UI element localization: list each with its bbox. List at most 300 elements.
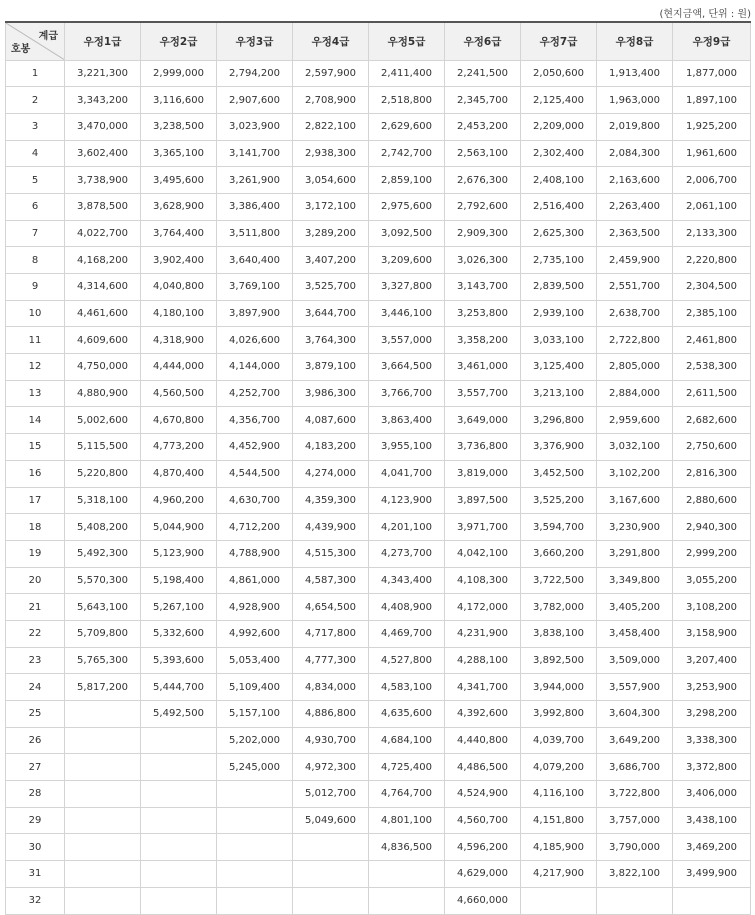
salary-cell: 5,817,200 [65,674,141,701]
table-row [6,674,751,701]
salary-cell: 3,819,000 [445,460,521,487]
salary-cell [65,754,141,781]
salary-cell [673,887,751,914]
salary-cell: 2,163,600 [597,167,673,194]
salary-cell: 4,231,900 [445,620,521,647]
salary-cell [65,701,141,728]
salary-cell [141,781,217,808]
salary-cell: 2,884,000 [597,380,673,407]
step-cell: 5 [6,167,65,194]
salary-cell: 4,629,000 [445,861,521,888]
salary-cell: 2,839,500 [521,274,597,301]
salary-cell: 2,019,800 [597,113,673,140]
salary-cell: 3,143,700 [445,274,521,301]
salary-cell: 3,055,200 [673,567,751,594]
salary-cell: 4,469,700 [369,620,445,647]
salary-cell: 2,611,500 [673,380,751,407]
salary-cell: 3,738,900 [65,167,141,194]
salary-cell: 4,183,200 [293,434,369,461]
salary-cell: 3,446,100 [369,300,445,327]
salary-cell: 5,709,800 [65,620,141,647]
salary-cell: 4,288,100 [445,647,521,674]
salary-cell: 3,167,600 [597,487,673,514]
salary-cell: 5,492,300 [65,540,141,567]
salary-cell: 4,392,600 [445,701,521,728]
salary-cell: 3,092,500 [369,220,445,247]
salary-cell: 4,635,600 [369,701,445,728]
salary-cell [217,861,293,888]
salary-cell: 3,557,700 [445,380,521,407]
header-row [6,22,751,60]
table-row [6,620,751,647]
salary-cell: 2,304,500 [673,274,751,301]
salary-cell: 3,253,800 [445,300,521,327]
salary-cell [217,781,293,808]
salary-cell: 3,386,400 [217,193,293,220]
salary-cell: 4,717,800 [293,620,369,647]
salary-cell: 3,594,700 [521,514,597,541]
salary-cell: 4,960,200 [141,487,217,514]
table-row [6,247,751,274]
salary-cell: 2,084,300 [597,140,673,167]
salary-cell: 5,044,900 [141,514,217,541]
salary-cell: 4,930,700 [293,727,369,754]
salary-cell: 3,660,200 [521,540,597,567]
salary-cell: 1,877,000 [673,60,751,87]
salary-cell: 3,376,900 [521,434,597,461]
salary-cell: 3,296,800 [521,407,597,434]
salary-cell: 2,061,100 [673,193,751,220]
salary-cell: 4,861,000 [217,567,293,594]
salary-cell: 3,102,200 [597,460,673,487]
salary-cell: 4,273,700 [369,540,445,567]
step-cell: 28 [6,781,65,808]
salary-cell: 5,109,400 [217,674,293,701]
salary-cell [521,887,597,914]
table-row [6,220,751,247]
salary-cell: 4,764,700 [369,781,445,808]
salary-cell: 4,439,900 [293,514,369,541]
grade-header: 우정7급 [521,22,597,60]
salary-cell: 3,971,700 [445,514,521,541]
salary-cell: 4,560,700 [445,807,521,834]
step-cell: 26 [6,727,65,754]
salary-cell: 2,638,700 [597,300,673,327]
salary-cell: 3,327,800 [369,274,445,301]
salary-cell: 5,318,100 [65,487,141,514]
salary-cell: 3,511,800 [217,220,293,247]
salary-cell: 4,712,200 [217,514,293,541]
table-row [6,193,751,220]
table-row [6,754,751,781]
salary-cell: 4,684,100 [369,727,445,754]
salary-cell: 4,880,900 [65,380,141,407]
salary-cell: 4,318,900 [141,327,217,354]
salary-cell: 3,116,600 [141,87,217,114]
salary-cell: 3,253,900 [673,674,751,701]
salary-cell: 2,050,600 [521,60,597,87]
salary-cell: 3,407,200 [293,247,369,274]
salary-cell: 3,238,500 [141,113,217,140]
salary-cell: 2,682,600 [673,407,751,434]
salary-cell: 3,838,100 [521,620,597,647]
salary-cell: 3,736,800 [445,434,521,461]
salary-cell: 3,470,000 [65,113,141,140]
salary-cell: 5,202,000 [217,727,293,754]
salary-cell: 5,408,200 [65,514,141,541]
salary-cell: 1,925,200 [673,113,751,140]
salary-cell: 4,870,400 [141,460,217,487]
salary-cell: 5,643,100 [65,594,141,621]
step-cell: 32 [6,887,65,914]
salary-cell: 3,897,500 [445,487,521,514]
salary-cell [65,887,141,914]
salary-cell: 5,123,900 [141,540,217,567]
salary-cell: 3,644,700 [293,300,369,327]
salary-cell: 4,408,900 [369,594,445,621]
table-row [6,460,751,487]
salary-cell: 4,108,300 [445,567,521,594]
salary-cell: 5,220,800 [65,460,141,487]
salary-cell: 5,157,100 [217,701,293,728]
table-row [6,540,751,567]
salary-cell: 4,440,800 [445,727,521,754]
step-cell: 7 [6,220,65,247]
table-row [6,274,751,301]
salary-cell: 4,151,800 [521,807,597,834]
salary-cell: 4,630,700 [217,487,293,514]
salary-cell: 3,722,500 [521,567,597,594]
salary-cell: 4,252,700 [217,380,293,407]
salary-cell: 2,629,600 [369,113,445,140]
salary-cell: 3,879,100 [293,354,369,381]
salary-cell: 3,499,900 [673,861,751,888]
salary-cell: 3,172,100 [293,193,369,220]
salary-cell: 2,516,400 [521,193,597,220]
salary-cell: 4,834,000 [293,674,369,701]
salary-cell: 2,805,000 [597,354,673,381]
salary-cell: 3,461,000 [445,354,521,381]
table-row [6,861,751,888]
salary-cell: 4,654,500 [293,594,369,621]
salary-cell: 3,458,400 [597,620,673,647]
salary-cell: 2,676,300 [445,167,521,194]
step-cell: 30 [6,834,65,861]
salary-cell: 3,026,300 [445,247,521,274]
salary-cell: 3,469,200 [673,834,751,861]
table-row [6,647,751,674]
salary-cell: 3,557,900 [597,674,673,701]
salary-cell: 5,570,300 [65,567,141,594]
salary-cell: 5,198,400 [141,567,217,594]
salary-cell: 3,525,200 [521,487,597,514]
table-row [6,834,751,861]
step-cell: 31 [6,861,65,888]
salary-cell: 3,230,900 [597,514,673,541]
salary-cell: 3,213,100 [521,380,597,407]
salary-cell: 3,033,100 [521,327,597,354]
table-row [6,434,751,461]
step-cell: 18 [6,514,65,541]
salary-cell: 2,385,100 [673,300,751,327]
salary-cell: 2,880,600 [673,487,751,514]
salary-cell: 4,750,000 [65,354,141,381]
salary-cell: 3,406,000 [673,781,751,808]
salary-cell: 4,041,700 [369,460,445,487]
salary-cell: 4,026,600 [217,327,293,354]
salary-cell: 2,859,100 [369,167,445,194]
salary-cell: 2,209,000 [521,113,597,140]
salary-cell: 3,438,100 [673,807,751,834]
salary-cell [141,834,217,861]
salary-cell: 4,087,600 [293,407,369,434]
salary-cell: 3,897,900 [217,300,293,327]
unit-note: (현지금액, 단위 : 원) [659,9,751,20]
salary-cell [293,861,369,888]
salary-cell [141,727,217,754]
salary-cell: 3,602,400 [65,140,141,167]
salary-cell [217,807,293,834]
salary-cell: 3,261,900 [217,167,293,194]
salary-cell: 4,788,900 [217,540,293,567]
salary-cell: 4,341,700 [445,674,521,701]
step-cell: 14 [6,407,65,434]
salary-cell: 5,049,600 [293,807,369,834]
salary-cell: 1,961,600 [673,140,751,167]
salary-cell: 2,241,500 [445,60,521,87]
salary-cell: 4,359,300 [293,487,369,514]
grade-axis-label: 계급 [38,31,58,42]
salary-cell: 5,492,500 [141,701,217,728]
salary-cell: 2,975,600 [369,193,445,220]
salary-cell: 4,274,000 [293,460,369,487]
salary-cell: 4,314,600 [65,274,141,301]
salary-cell: 2,563,100 [445,140,521,167]
salary-cell: 3,054,600 [293,167,369,194]
table-row [6,140,751,167]
salary-cell: 2,722,800 [597,327,673,354]
grade-header: 우정1급 [65,22,141,60]
salary-cell: 4,079,200 [521,754,597,781]
salary-cell: 4,452,900 [217,434,293,461]
salary-cell: 4,670,800 [141,407,217,434]
salary-cell: 3,766,700 [369,380,445,407]
salary-cell: 3,604,300 [597,701,673,728]
salary-cell [65,781,141,808]
salary-cell: 1,913,400 [597,60,673,87]
step-cell: 1 [6,60,65,87]
salary-cell: 4,180,100 [141,300,217,327]
salary-cell: 3,207,400 [673,647,751,674]
table-row [6,567,751,594]
salary-cell: 3,757,000 [597,807,673,834]
salary-cell: 4,972,300 [293,754,369,781]
salary-cell: 2,938,300 [293,140,369,167]
step-cell: 24 [6,674,65,701]
salary-cell: 4,039,700 [521,727,597,754]
salary-cell: 5,393,600 [141,647,217,674]
salary-cell: 4,524,900 [445,781,521,808]
step-cell: 12 [6,354,65,381]
salary-cell: 3,664,500 [369,354,445,381]
step-cell: 11 [6,327,65,354]
salary-cell: 3,986,300 [293,380,369,407]
salary-cell: 4,040,800 [141,274,217,301]
salary-cell: 2,006,700 [673,167,751,194]
salary-cell: 2,538,300 [673,354,751,381]
step-cell: 22 [6,620,65,647]
salary-cell [141,887,217,914]
salary-cell: 3,955,100 [369,434,445,461]
salary-cell: 4,886,800 [293,701,369,728]
salary-cell [141,754,217,781]
salary-cell: 4,527,800 [369,647,445,674]
grade-header: 우정3급 [217,22,293,60]
salary-cell: 5,053,400 [217,647,293,674]
salary-cell: 4,185,900 [521,834,597,861]
salary-cell: 3,649,200 [597,727,673,754]
salary-cell: 3,992,800 [521,701,597,728]
grade-header: 우정9급 [673,22,751,60]
salary-cell: 2,345,700 [445,87,521,114]
salary-cell [141,807,217,834]
salary-cell: 2,453,200 [445,113,521,140]
salary-cell: 4,777,300 [293,647,369,674]
salary-cell: 3,944,000 [521,674,597,701]
salary-cell: 4,172,000 [445,594,521,621]
salary-cell: 2,909,300 [445,220,521,247]
salary-cell: 3,141,700 [217,140,293,167]
salary-cell: 2,263,400 [597,193,673,220]
table-row [6,87,751,114]
table-row [6,300,751,327]
step-cell: 27 [6,754,65,781]
table-row [6,701,751,728]
salary-cell: 4,609,600 [65,327,141,354]
salary-cell: 4,660,000 [445,887,521,914]
table-row [6,60,751,87]
salary-cell: 4,356,700 [217,407,293,434]
salary-cell: 4,560,500 [141,380,217,407]
salary-cell [369,887,445,914]
salary-cell: 4,515,300 [293,540,369,567]
salary-cell: 4,444,000 [141,354,217,381]
table-row [6,514,751,541]
salary-cell: 5,444,700 [141,674,217,701]
salary-cell: 4,773,200 [141,434,217,461]
step-cell: 6 [6,193,65,220]
salary-cell: 3,158,900 [673,620,751,647]
salary-cell: 2,792,600 [445,193,521,220]
salary-cell: 3,452,500 [521,460,597,487]
salary-cell: 2,750,600 [673,434,751,461]
table-row [6,407,751,434]
step-axis-label: 호봉 [11,43,31,55]
salary-cell: 3,557,000 [369,327,445,354]
table-row [6,807,751,834]
salary-cell: 5,245,000 [217,754,293,781]
salary-cell: 3,902,400 [141,247,217,274]
salary-cell: 4,928,900 [217,594,293,621]
step-cell: 21 [6,594,65,621]
salary-cell: 4,201,100 [369,514,445,541]
salary-cell: 3,764,400 [141,220,217,247]
salary-cell: 3,769,100 [217,274,293,301]
salary-cell: 5,267,100 [141,594,217,621]
salary-cell [293,834,369,861]
salary-cell: 3,298,200 [673,701,751,728]
salary-cell: 3,405,200 [597,594,673,621]
salary-cell: 3,863,400 [369,407,445,434]
salary-cell: 3,628,900 [141,193,217,220]
table-row [6,327,751,354]
salary-cell: 4,992,600 [217,620,293,647]
salary-cell: 2,302,400 [521,140,597,167]
salary-cell: 2,959,600 [597,407,673,434]
table-row [6,887,751,914]
salary-cell: 2,708,900 [293,87,369,114]
salary-cell: 4,217,900 [521,861,597,888]
salary-cell: 3,640,400 [217,247,293,274]
salary-cell: 2,735,100 [521,247,597,274]
salary-cell: 4,168,200 [65,247,141,274]
salary-cell: 3,125,400 [521,354,597,381]
step-cell: 25 [6,701,65,728]
salary-cell: 2,133,300 [673,220,751,247]
grade-header: 우정4급 [293,22,369,60]
salary-cell: 2,816,300 [673,460,751,487]
salary-cell: 3,764,300 [293,327,369,354]
salary-cell [217,834,293,861]
salary-cell: 4,123,900 [369,487,445,514]
salary-cell: 2,220,800 [673,247,751,274]
step-cell: 16 [6,460,65,487]
salary-cell: 2,907,600 [217,87,293,114]
table-row [6,113,751,140]
salary-cell: 3,209,600 [369,247,445,274]
salary-cell: 3,509,000 [597,647,673,674]
grade-header: 우정2급 [141,22,217,60]
salary-cell: 2,794,200 [217,60,293,87]
salary-cell: 2,742,700 [369,140,445,167]
table-row [6,781,751,808]
salary-cell: 4,461,600 [65,300,141,327]
salary-cell: 5,012,700 [293,781,369,808]
salary-cell: 2,822,100 [293,113,369,140]
salary-cell [65,861,141,888]
salary-cell: 1,897,100 [673,87,751,114]
salary-cell [65,727,141,754]
salary-cell: 2,625,300 [521,220,597,247]
table-row [6,487,751,514]
salary-cell: 2,597,900 [293,60,369,87]
salary-cell: 2,999,000 [141,60,217,87]
salary-cell: 2,408,100 [521,167,597,194]
salary-cell: 4,343,400 [369,567,445,594]
step-cell: 13 [6,380,65,407]
salary-cell: 4,596,200 [445,834,521,861]
step-cell: 15 [6,434,65,461]
salary-cell: 4,042,100 [445,540,521,567]
grade-header: 우정5급 [369,22,445,60]
salary-cell [293,887,369,914]
salary-cell: 2,459,900 [597,247,673,274]
salary-cell: 4,587,300 [293,567,369,594]
salary-cell: 3,686,700 [597,754,673,781]
salary-cell: 5,332,600 [141,620,217,647]
salary-cell: 4,801,100 [369,807,445,834]
salary-cell: 3,108,200 [673,594,751,621]
